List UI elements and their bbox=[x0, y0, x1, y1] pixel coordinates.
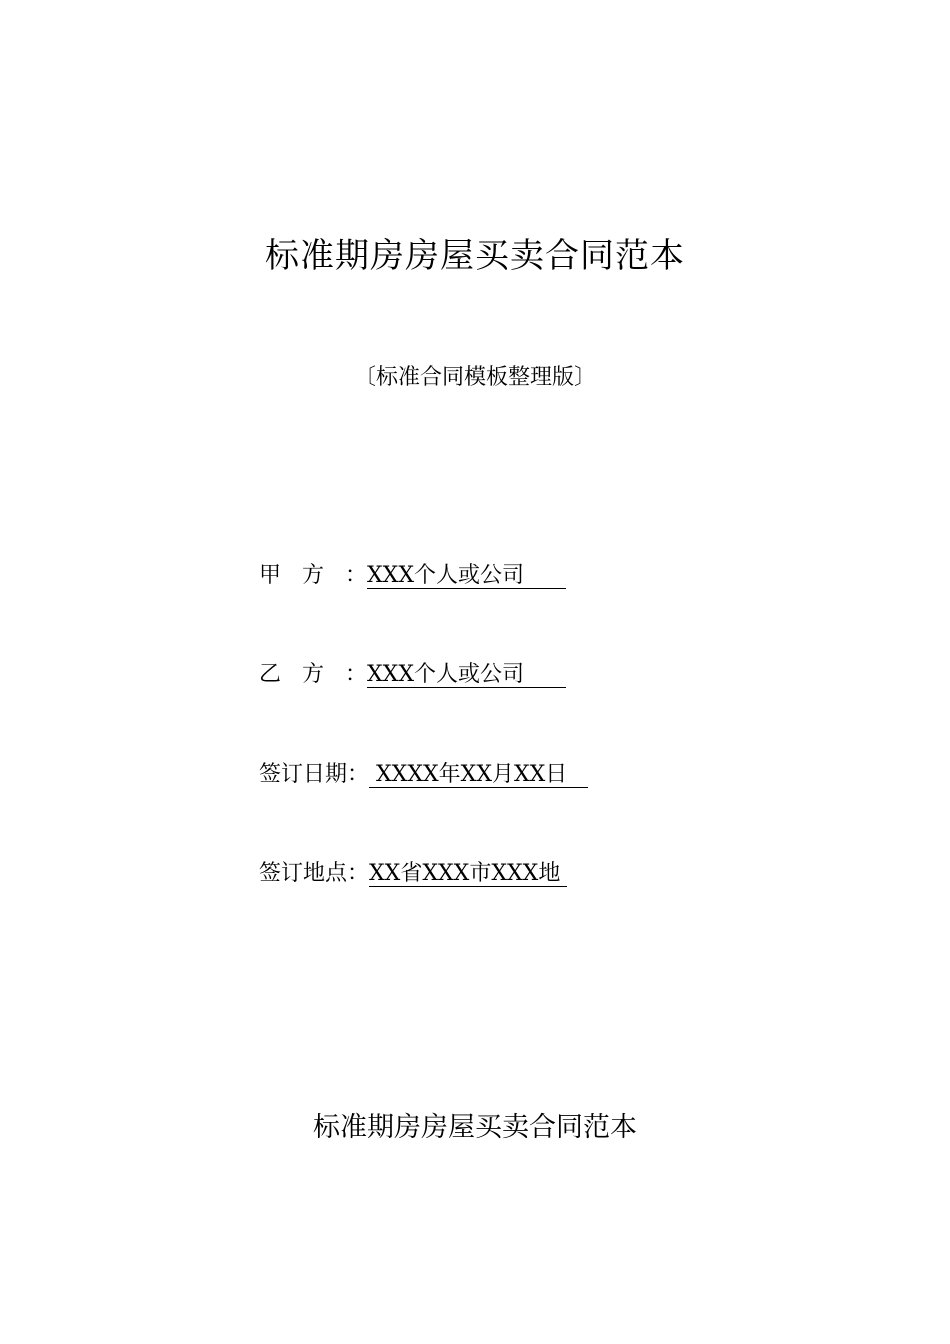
party-a-field bbox=[259, 561, 566, 591]
party-b-label bbox=[259, 660, 367, 690]
party-a-value: XXX个人或公司 bbox=[367, 563, 566, 588]
sign-date-label: 签订日期： bbox=[259, 762, 370, 787]
party-b-label-char1: 乙 bbox=[259, 662, 302, 687]
party-b-field bbox=[259, 660, 566, 690]
document-title: 标准期房房屋买卖合同范本 bbox=[265, 236, 685, 276]
party-a-label-char1: 甲 bbox=[259, 563, 302, 588]
sign-place-field bbox=[259, 859, 567, 889]
party-a-label-char2: 方： bbox=[302, 563, 367, 588]
footer-title: 标准期房房屋买卖合同范本 bbox=[313, 1112, 637, 1143]
party-b-label-char2: 方： bbox=[302, 662, 367, 687]
document-subtitle: 〔标准合同模板整理版〕 bbox=[353, 365, 596, 390]
sign-date-value: XXXX年XX月XX日 bbox=[369, 762, 589, 787]
sign-date-field bbox=[259, 760, 588, 790]
sign-place-label: 签订地点： bbox=[259, 861, 370, 886]
sign-place-value: XX省XXX市XXX地 bbox=[369, 861, 568, 886]
party-b-value: XXX个人或公司 bbox=[367, 662, 566, 687]
party-a-label bbox=[259, 561, 367, 591]
